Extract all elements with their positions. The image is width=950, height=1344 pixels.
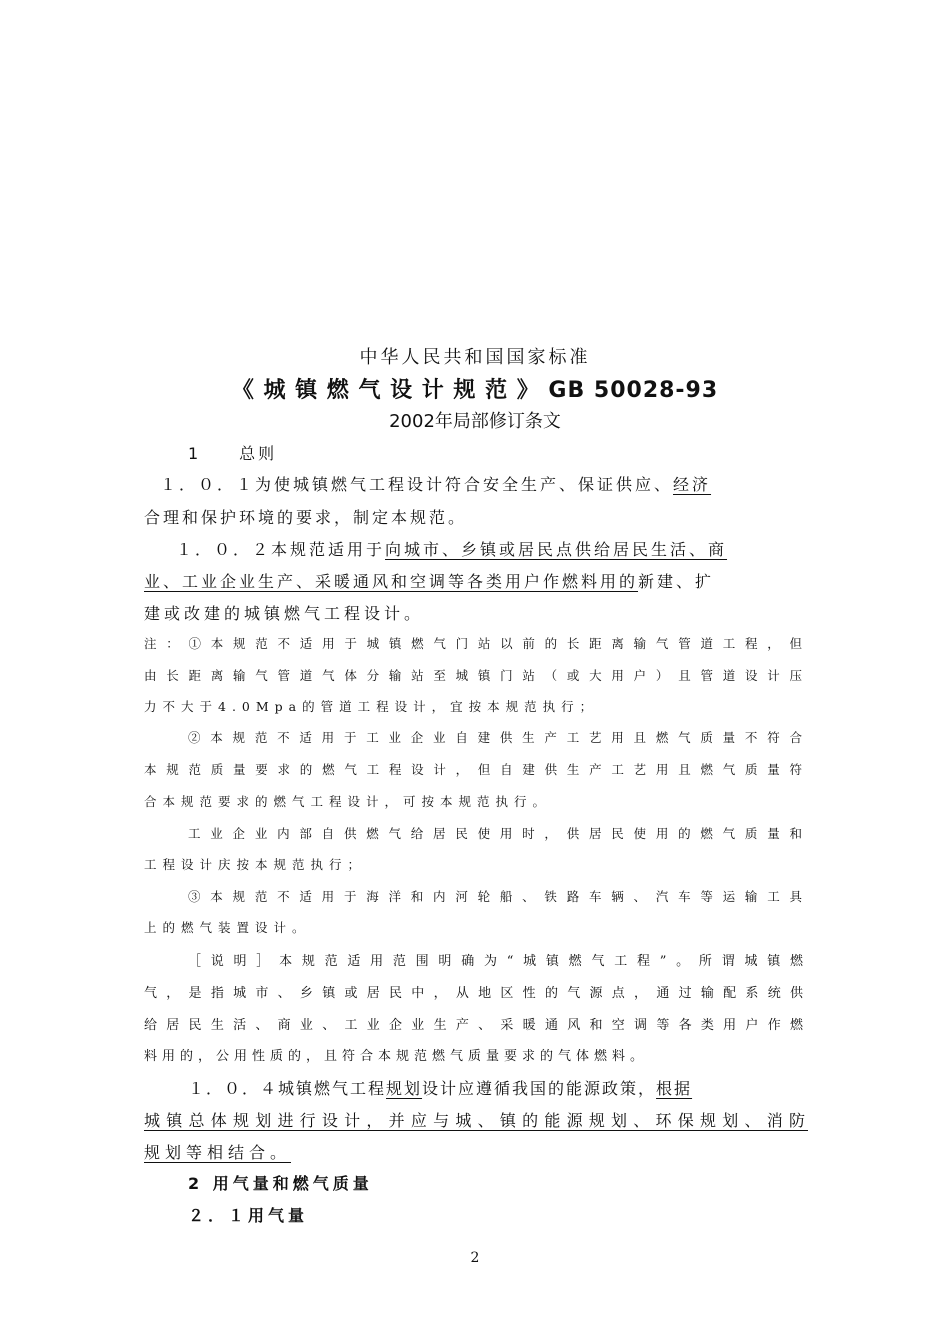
clause-1-0-4-line-1	[188, 1076, 808, 1099]
clause-1-0-2-line-1	[176, 537, 808, 560]
note-line-7: 工业企业内部自供燃气给居民使用时，供居民使用的燃气质量和	[188, 826, 808, 841]
standard-country: 中华人民共和国国家标准	[359, 347, 591, 368]
note-line-1: 注：①本规范不适用于城镇燃气门站以前的长距离输气管道工程，但	[144, 636, 808, 651]
clause-1-0-2-underlined-2: 业、工业企业生产、采暖通风和空调等各类用户作燃料用的	[144, 572, 639, 591]
revision-subtitle: 2002年局部修订条文	[389, 411, 561, 432]
page-title: 《 城 镇 燃 气 设 计 规 范 》 GB 50028-93	[231, 378, 719, 403]
clause-1-0-4-line-2: 城镇总体规划进行设计，并应与城、镇的能源规划、环保规划、消防	[144, 1111, 808, 1130]
page-number: 2	[470, 1250, 480, 1266]
explanation-line-2: 气，是指城市、乡镇或居民中，从地区性的气源点，通过输配系统供	[144, 986, 808, 1001]
clause-1-0-4-text-2: 设计应遵循我国的能源政策，	[422, 1079, 657, 1098]
note-line-4: ②本规范不适用于工业企业自建供生产工艺用且燃气质量不符合	[188, 730, 808, 745]
clause-1-0-1-line-1	[160, 472, 808, 495]
clause-1-0-1-line-2: 合理和保护环境的要求，制定本规范。	[144, 508, 468, 527]
note-line-2: 由长距离输气管道气体分输站至城镇门站（或大用户）且管道设计压	[144, 668, 808, 683]
clause-1-0-2-text: １．０．２本规范适用于	[176, 540, 386, 559]
explanation-line-3: 给居民生活、商业、工业企业生产、采暖通风和空调等各类用户作燃	[144, 1018, 808, 1033]
note-line-9: ③本规范不适用于海洋和内河轮船、铁路车辆、汽车等运输工具	[188, 889, 808, 904]
clause-1-0-2-line-2	[144, 569, 808, 592]
clause-1-0-2-text-2: 新建、扩	[638, 572, 715, 591]
note-line-3: 力不大于4.0Mpa的管道工程设计，宜按本规范执行；	[144, 699, 599, 714]
clause-1-0-4-line-3: 规划等相结合。	[144, 1143, 292, 1162]
section-2-1-heading: ２．１用气量	[188, 1206, 309, 1225]
clause-1-0-1-text: １．０．１为使城镇燃气工程设计符合安全生产、保证供应、	[160, 475, 674, 494]
note-line-6: 合本规范要求的燃气工程设计，可按本规范执行。	[144, 794, 552, 809]
clause-1-0-2-underlined-1: 向城市、乡镇或居民点供给居民生活、商	[385, 540, 728, 559]
note-line-5: 本规范质量要求的燃气工程设计，但自建供生产工艺用且燃气质量符	[144, 762, 808, 777]
explanation-line-1: ［说明］本规范适用范围明确为“城镇燃气工程”。所谓城镇燃	[188, 954, 808, 969]
clause-1-0-4-underlined-2: 根据	[656, 1079, 693, 1098]
section-2-heading: 2 用气量和燃气质量	[188, 1174, 373, 1193]
clause-1-0-4-text-1: １．０．４城镇燃气工程	[188, 1079, 387, 1098]
explanation-line-4: 料用的，公用性质的，且符合本规范燃气质量要求的气体燃料。	[144, 1049, 649, 1064]
clause-1-0-1-underlined: 经济	[673, 475, 712, 494]
clause-1-0-2-line-3: 建或改建的城镇燃气工程设计。	[144, 604, 425, 623]
note-line-8: 工程设计庆按本规范执行；	[144, 857, 367, 872]
clause-1-0-4-underlined-1: 规划	[386, 1079, 423, 1098]
section-1-heading: 1 总则	[188, 444, 278, 463]
note-line-10: 上的燃气装置设计。	[144, 920, 311, 935]
